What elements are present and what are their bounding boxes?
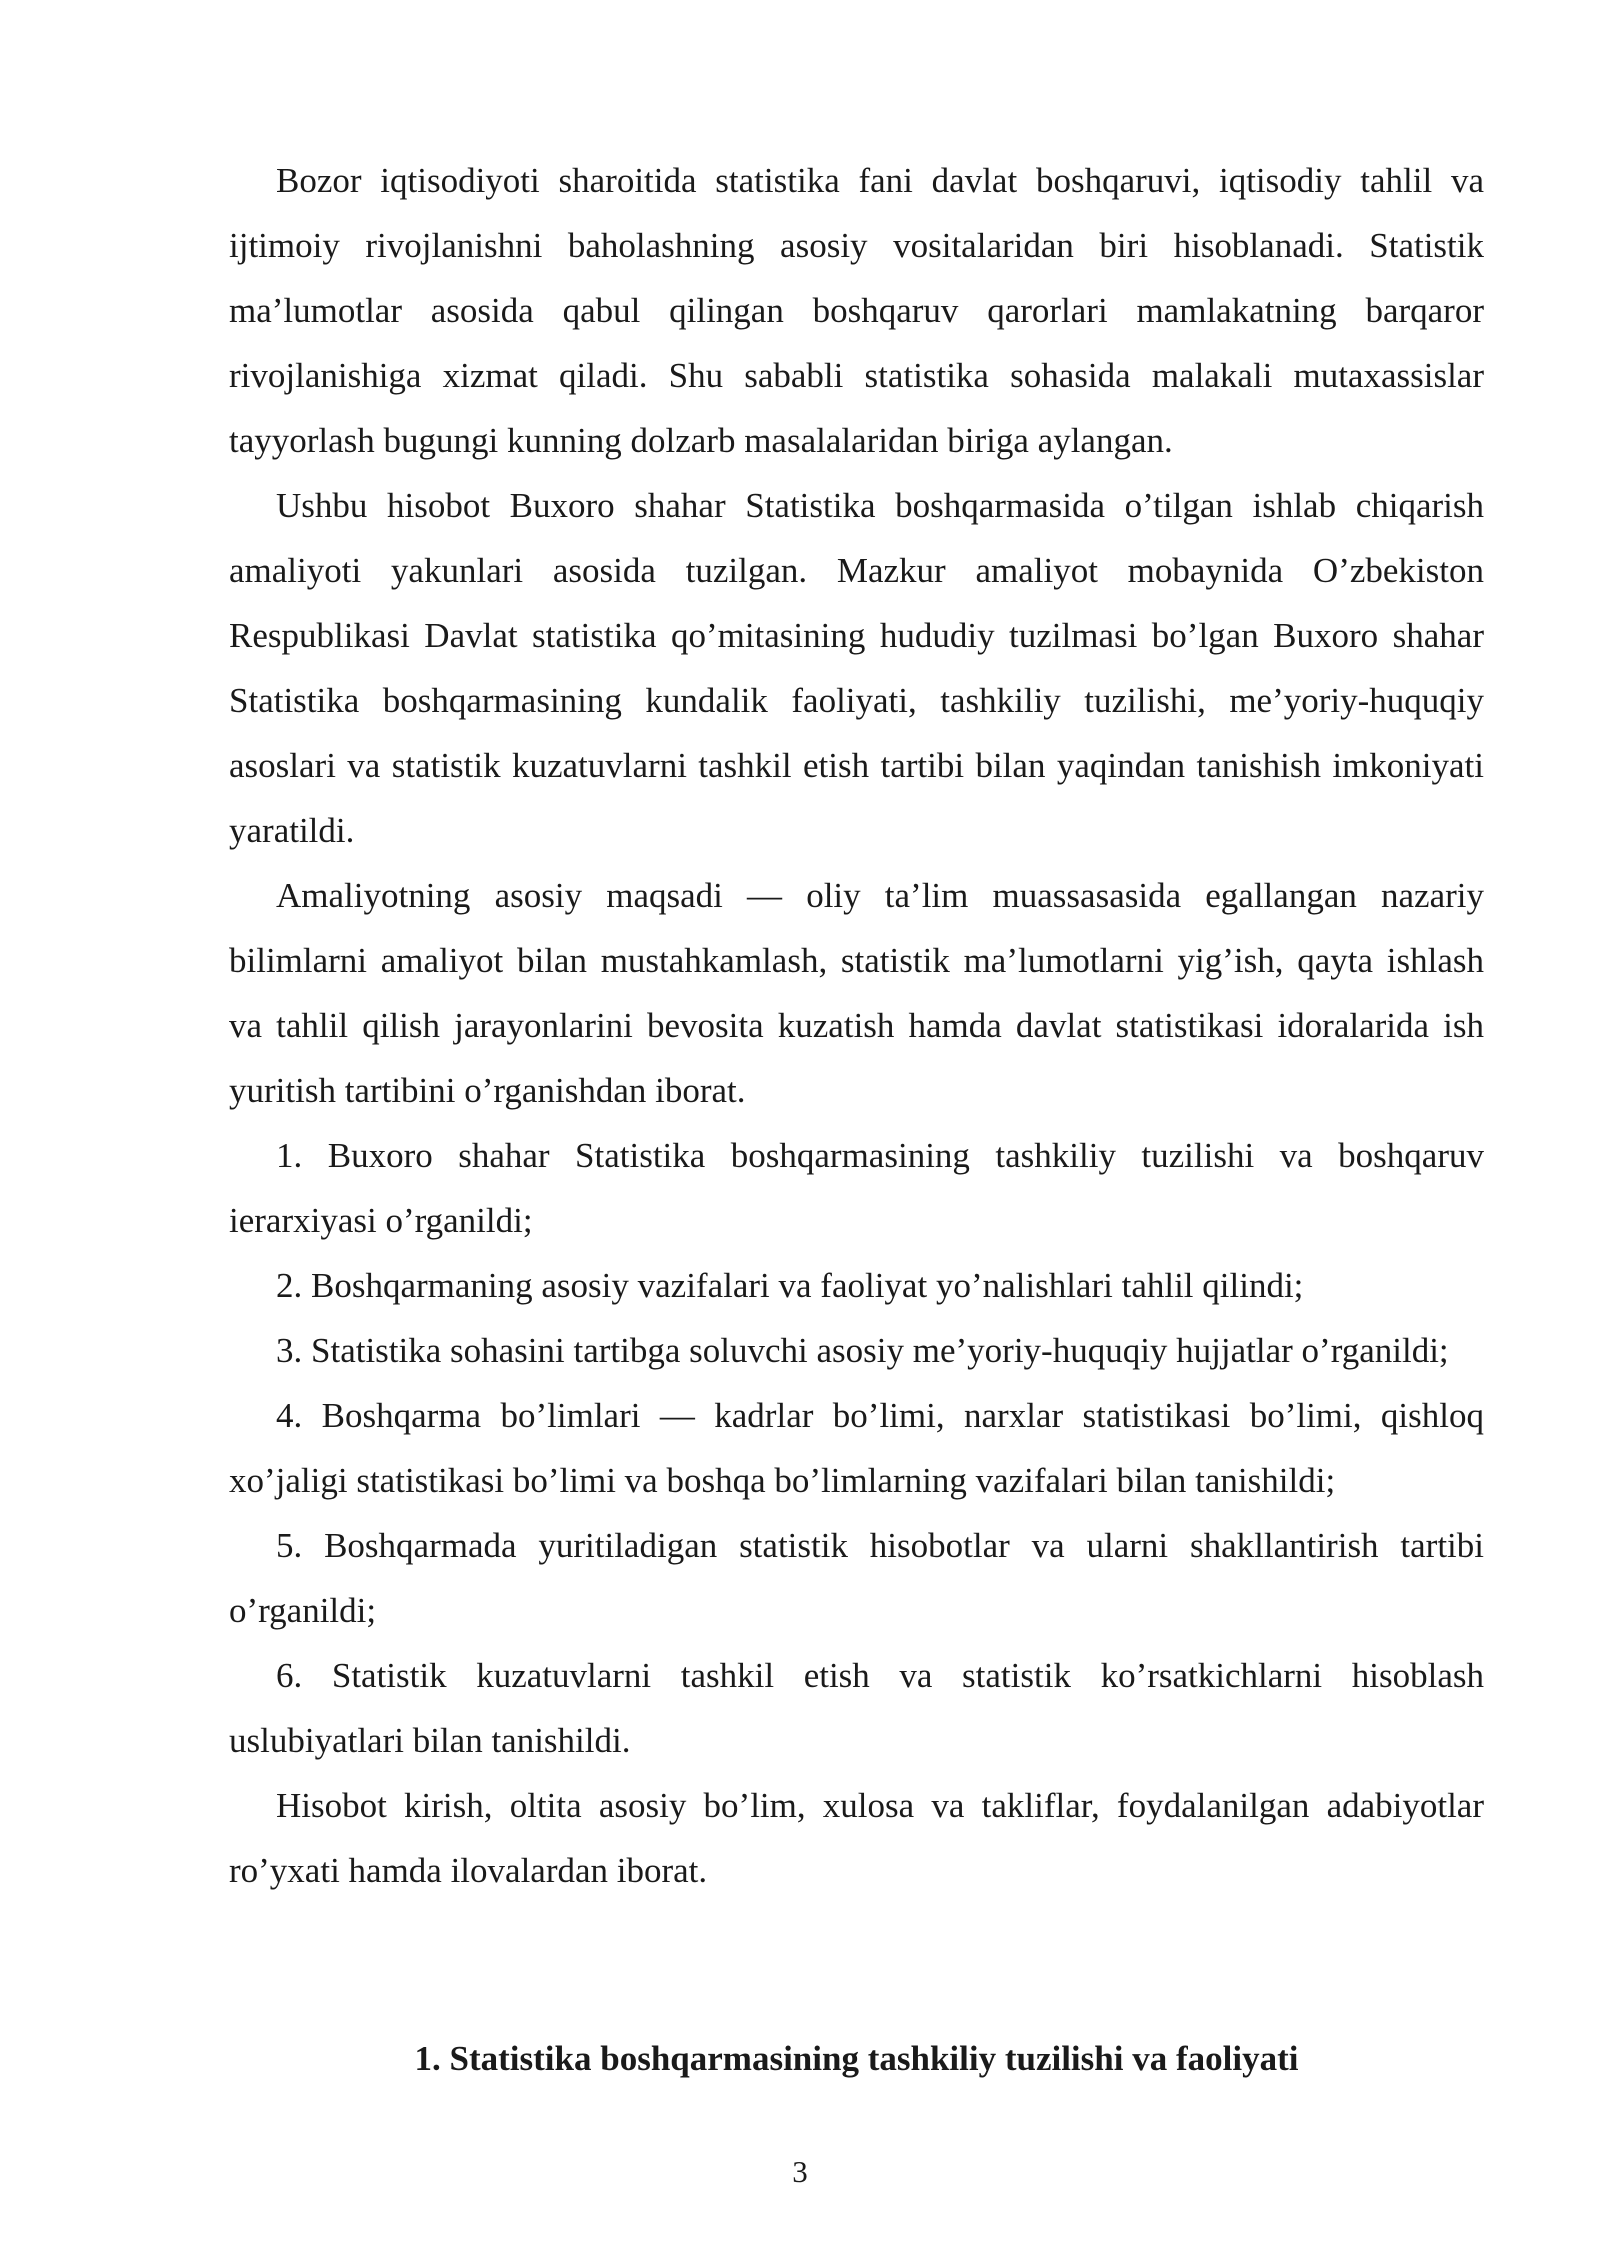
list-item: 5. Boshqarmada yuritiladigan statistik hisobotlar va ularni shakllantirish tartibi o’rganildi; xyxy=(229,1526,1484,1630)
list-item: 2. Boshqarmaning asosiy vazifalari va faoliyat yo’nalishlari tahlil qilindi; xyxy=(276,1266,1304,1305)
practice-goal-paragraph: Amaliyotning asosiy maqsadi — oliy ta’lim muassasasida egallangan nazariy bilimlarni amaliyot bilan mustahkamlash, statistik ma’lumotlarni yig’ish, qayta ishlash va tahlil qilish jarayonlarini bevosita kuzatish hamda davlat statistikasi idoralarida ish yuritish tartibini o’rganishdan iborat. xyxy=(229,876,1484,1110)
document-body xyxy=(229,148,1484,1903)
section-heading: 1. Statistika boshqarmasining tashkiliy tuzilishi va faoliyati xyxy=(414,2039,1299,2078)
page-number: 3 xyxy=(792,2154,808,2189)
intro-paragraph: Bozor iqtisodiyoti sharoitida statistika fani davlat boshqaruvi, iqtisodiy tahlil va ijtimoiy rivojlanishni baholashning asosiy vositalaridan biri hisoblanadi. Statistik ma’lumotlar asosida qabul qilingan boshqaruv qarorlari mamlakatning barqaror rivojlanishiga xizmat qiladi. Shu sababli statistika sohasida malakali mutaxassislar tayyorlash bugungi kunning dolzarb masalalaridan biriga aylangan. xyxy=(229,161,1484,460)
task-list xyxy=(229,1123,1484,1773)
list-item: 4. Boshqarma bo’limlari — kadrlar bo’limi, narxlar statistikasi bo’limi, qishloq xo’jaligi statistikasi bo’limi va boshqa bo’limlarning vazifalari bilan tanishildi; xyxy=(229,1396,1484,1500)
report-basis-paragraph: Ushbu hisobot Buxoro shahar Statistika boshqarmasida o’tilgan ishlab chiqarish amaliyoti yakunlari asosida tuzilgan. Mazkur amaliyot mobaynida O’zbekiston Respublikasi Davlat statistika qo’mitasining hududiy tuzilmasi bo’lgan Buxoro shahar Statistika boshqarmasining kundalik faoliyati, tashkiliy tuzilishi, me’yoriy-huquqiy asoslari va statistik kuzatuvlarni tashkil etish tartibi bilan yaqindan tanishish imkoniyati yaratildi. xyxy=(229,486,1484,850)
list-item: 1. Buxoro shahar Statistika boshqarmasining tashkiliy tuzilishi va boshqaruv ierarxiyasi o’rganildi; xyxy=(229,1136,1484,1240)
list-item: 3. Statistika sohasini tartibga soluvchi asosiy me’yoriy-huquqiy hujjatlar o’rganildi; xyxy=(276,1331,1449,1370)
report-structure-paragraph: Hisobot kirish, oltita asosiy bo’lim, xulosa va takliflar, foydalanilgan adabiyotlar ro’yxati hamda ilovalardan iborat. xyxy=(229,1786,1484,1890)
list-item: 6. Statistik kuzatuvlarni tashkil etish va statistik ko’rsatkichlarni hisoblash uslubiyatlari bilan tanishildi. xyxy=(229,1656,1484,1760)
